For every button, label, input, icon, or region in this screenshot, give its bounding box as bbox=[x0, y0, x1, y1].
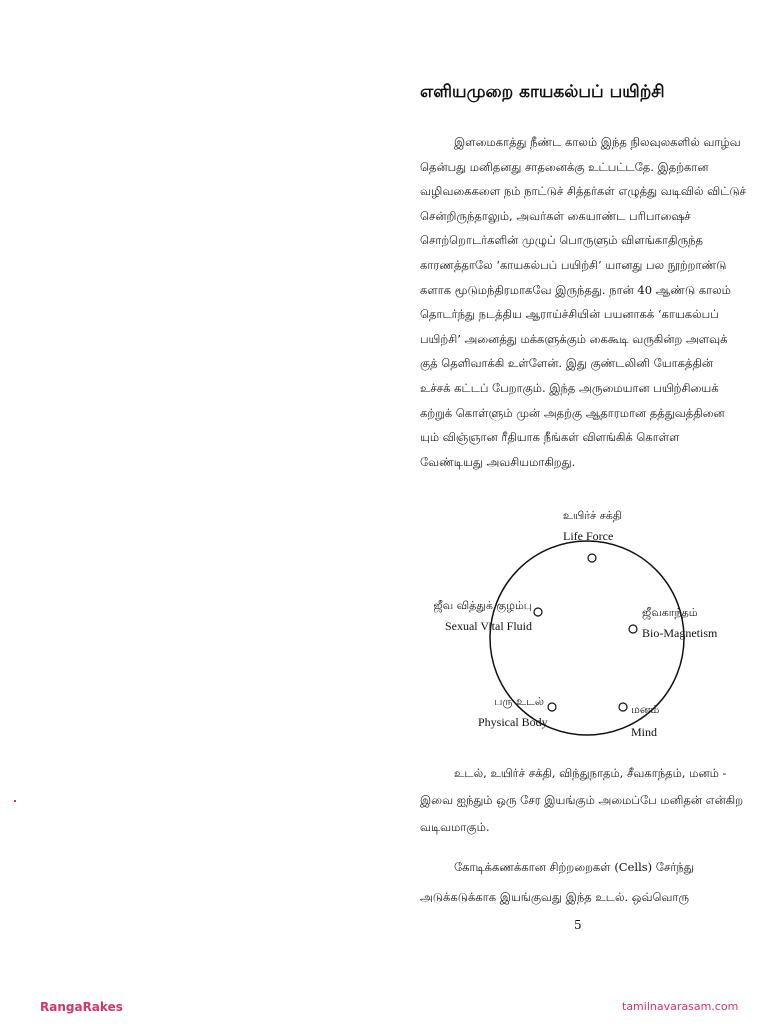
text-line: இவை ஐந்தும் ஒரு சேர இயங்கும் அமைப்பே மனிதன் என்கிற bbox=[420, 793, 744, 807]
text-line: இளமைகாத்து நீண்ட காலம் இந்த நிலவுலகளில் வாழ்வ bbox=[454, 135, 741, 149]
label-physical-body bbox=[478, 695, 548, 729]
text-line: காரணத்தாலே ‘காயகல்பப் பயிற்சி’ யானது பல நூற்றாண்டு bbox=[420, 257, 727, 272]
text-line: களாக மூடுமந்திரமாகவே இருந்தது. நான் 40 ஆண்டு காலம் bbox=[420, 282, 731, 297]
text-line: பயிற்சி’ அனைத்து மக்களுக்கும் கைகூடி வருகின்ற அளவுக் bbox=[420, 331, 728, 346]
node-life-force bbox=[588, 554, 596, 562]
body-paragraph-2 bbox=[420, 760, 750, 841]
text-line: உடல், உயிர்ச் சக்தி, விந்துநாதம், சீவகாந்தம், மனம் - bbox=[454, 766, 727, 780]
label-physical-body-en: Physical Body bbox=[478, 715, 548, 729]
text-line: அடுக்கடுக்காக இயங்குவது இந்த உடல். ஒவ்வொரு bbox=[420, 890, 690, 904]
page-number: 5 bbox=[574, 918, 582, 932]
text-line: வழிவகைகளை நம் நாட்டுச் சித்தர்கள் எழுத்து வடிவில் விட்டுச் bbox=[420, 184, 747, 199]
label-sexual-vital-fluid-ta: ஜீவ வித்துக் குழம்பு bbox=[433, 599, 532, 612]
label-bio-magnetism bbox=[642, 606, 717, 640]
text-line: குத் தெளிவாக்கி உள்ளேன். இது குண்டலினி யோகத்தின் bbox=[420, 356, 714, 371]
page-title: எளியமுறை காயகல்பப் பயிற்சி bbox=[420, 82, 665, 102]
label-life-force bbox=[563, 509, 622, 543]
text-line: தொடர்ந்து நடத்திய ஆராய்ச்சியின் பயனாகக் ‘காயகல்பப் bbox=[420, 307, 719, 322]
label-sexual-vital-fluid bbox=[410, 599, 532, 633]
body-paragraph-1 bbox=[420, 130, 750, 474]
text-line: உச்சக் கட்டப் பேறாகும். இந்த அருமையான பயிற்சியைக் bbox=[420, 380, 719, 395]
text-line: வடிவமாகும். bbox=[420, 820, 490, 834]
node-bio-magnetism bbox=[629, 625, 637, 633]
text-line: கற்றுக் கொள்ளும் முன் அதற்கு ஆதாரமான தத்துவத்தினை bbox=[420, 405, 725, 420]
text-line: யும் விஞ்ஞான ரீதியாக நீங்கள் விளங்கிக் கொள்ள bbox=[420, 430, 680, 445]
scan-artifact bbox=[14, 800, 16, 802]
label-life-force-en: Life Force bbox=[563, 529, 614, 543]
text-line: சொற்றொடர்களின் முழுப் பொருளும் விளங்காதிருந்த bbox=[420, 233, 704, 248]
footer-left-credit: RangaRakes bbox=[40, 1000, 123, 1014]
text-line: தென்பது மனிதனது சாதனைக்கு உட்பட்டதே. இதற்கான bbox=[420, 159, 709, 174]
label-bio-magnetism-ta: ஜீவகாந்தம் bbox=[642, 606, 698, 619]
label-bio-magnetism-en: Bio-Magnetism bbox=[642, 626, 718, 640]
label-mind-en: Mind bbox=[631, 725, 658, 739]
text-line: வேண்டியது அவசியமாகிறது. bbox=[420, 454, 576, 469]
label-mind-ta: மனம் bbox=[631, 703, 660, 716]
text-line: சென்றிருந்தாலும், அவர்கள் கையாண்ட பரிபாஷைச் bbox=[420, 208, 691, 223]
node-sexual-vital-fluid bbox=[534, 608, 542, 616]
node-mind bbox=[619, 703, 627, 711]
text-line: கோடிக்கணக்கான சிற்றறைகள் (Cells) சேர்ந்து bbox=[454, 860, 694, 874]
label-physical-body-ta: பரு உடல் bbox=[494, 695, 544, 708]
label-sexual-vital-fluid-en: Sexual Vital Fluid bbox=[444, 619, 532, 633]
label-mind bbox=[631, 703, 659, 739]
node-physical-body bbox=[548, 703, 556, 711]
body-paragraph-3 bbox=[420, 852, 750, 912]
footer-right-website[interactable]: tamilnavarasam.com bbox=[622, 1000, 739, 1013]
five-elements-diagram bbox=[380, 500, 760, 760]
label-life-force-ta: உயிர்ச் சக்தி bbox=[563, 509, 622, 522]
